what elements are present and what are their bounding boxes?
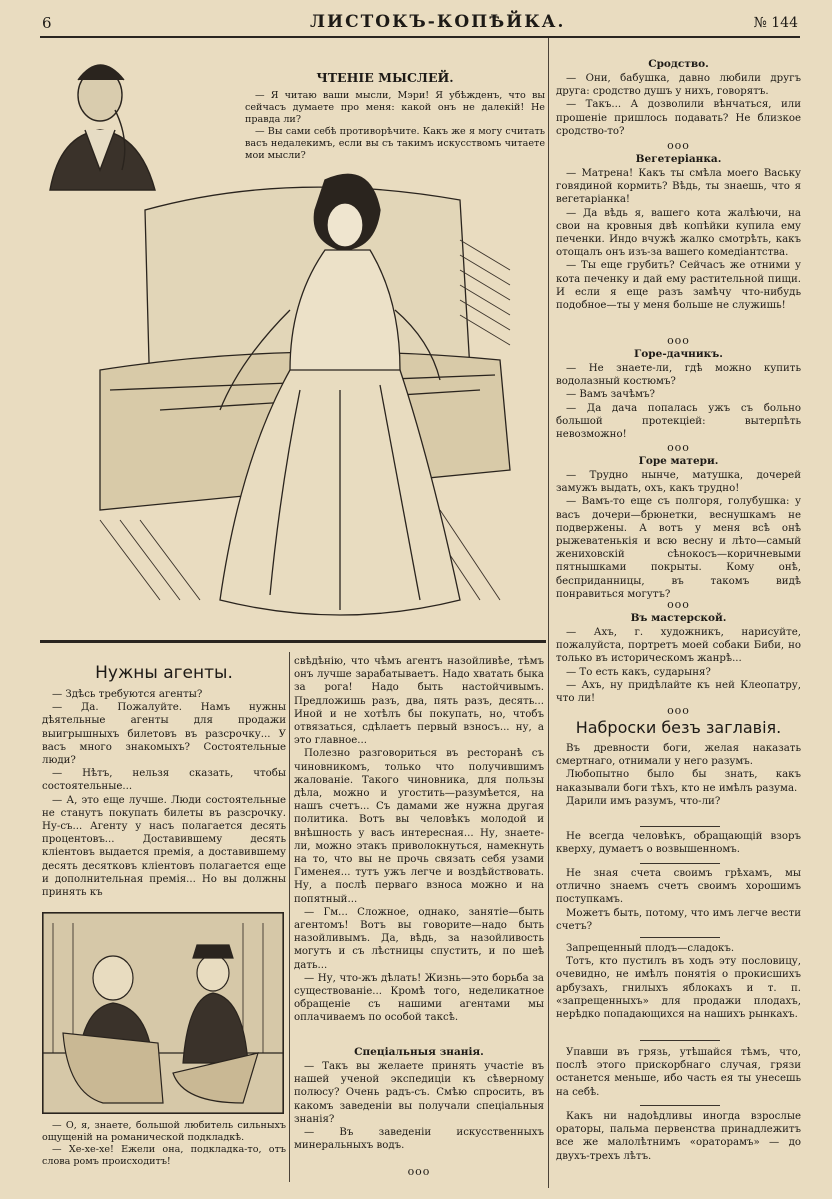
rc-text-2: [556, 167, 801, 333]
sketch-para-1: Въ древности боги, желая наказать смертнаго, отнимали у него разумъ.: [556, 743, 801, 768]
sketches-block-3: [556, 867, 801, 933]
agents-para-7: — Гм... Сложное, однако, занятiе—быть агентомъ! Вотъ вы говорите—надо быть назойливымъ. Да, вѣдь, за назойливость могутъ и съ лѣстницы спустить, и по шеѣ дать...: [294, 906, 544, 971]
agents-para-8: — Ну, что-жъ дѣлать! Жизнь—это борьба за существованiе... Кромѣ того, неделикатное обращенiе съ нашими агентами мы оплачиваемъ по особой таксѣ.: [294, 972, 544, 1024]
rc-3-line-1: — Не знаете-ли, гдѣ можно купить водолазный костюмъ?: [556, 363, 801, 388]
sketch-para-7: Запрещенный плодъ—сладокъ.: [566, 943, 735, 954]
mind-reading-line-1: — Я читаю ваши мысли, Мэри! Я убѣжденъ, что вы сейчасъ думаете про меня: какой онъ не далекiй! Не правда ли?: [245, 90, 545, 125]
sketches-title: Наброски безъ заглавiя.: [575, 718, 782, 737]
rc-4-line-2: — Вамъ-то еще съ полгоря, голубушка: у васъ дочери—брюнетки, веснушкамъ не подвержены. А вотъ у меня всѣ онѣ рыжеватенькiя и всю весну и лѣто—самый жениховскiй сѣнокосъ—коричневыми пятнышками покрыты. Кому онѣ, бесприданницы, въ такомъ видѣ понравиться могутъ?: [556, 496, 801, 600]
ornament-2: ooo: [667, 334, 690, 347]
mind-reading-text: [245, 90, 545, 160]
agents-para-1: — Здѣсь требуются агенты?: [52, 689, 203, 700]
sketch-para-5: Не зная счета своимъ грѣхамъ, мы отлично знаемъ счетъ своимъ хорошимъ поступкамъ.: [556, 868, 801, 906]
caption-line-2: — Хе-хе-хе! Ежели она, подкладка-то, отъ слова ромъ происходитъ!: [42, 1144, 286, 1167]
rc-3-line-2: — Вамъ зачѣмъ?: [566, 389, 656, 401]
mind-reading-title: ЧТЕНIЕ МЫСЛЕЙ.: [316, 70, 454, 85]
page-header: [40, 12, 800, 38]
column-divider: [548, 38, 549, 1188]
agents-column-1: [42, 688, 286, 899]
rc-4-line-1: — Трудно нынче, матушка, дочерей замужъ выдать, охъ, какъ трудно!: [556, 470, 801, 495]
rc-title-5: Въ мастерской.: [630, 612, 727, 624]
agents-para-2: — Да. Пожалуйте. Намъ нужны дѣятельные агенты для продажи выигрышныхъ билетовъ въ разсрочку... У васъ много знакомыхъ? Состоятельные люди?: [42, 702, 286, 767]
sketches-block-4: [556, 942, 801, 1038]
page-number: 6: [42, 14, 52, 32]
sketch-para-4: Не всегда человѣкъ, обращающiй взоръ кверху, думаетъ о возвышенномъ.: [556, 831, 801, 856]
ornament-3: ooo: [667, 441, 690, 454]
cartoon-caption: [42, 1120, 286, 1190]
sketch-para-8: Тотъ, кто пустилъ въ ходъ эту пословицу, очевидно, не имѣлъ понятiя о прокисшихъ арбузахъ, гнилыхъ яблокахъ и т. п. «запрещенныхъ» для продажи плодахъ, нерѣдко попадающихся на нашихъ рынкахъ.: [556, 956, 801, 1021]
mind-reading-line-2: — Вы сами себѣ противорѣчите. Какъ же я могу считать васъ недалекимъ, если вы съ такимъ искусствомъ читаете мои мысли?: [245, 126, 545, 161]
agents-para-3: — Нѣтъ, нельзя сказать, чтобы состоятельные...: [42, 768, 286, 793]
two-men-drawing: [43, 913, 283, 1113]
agents-title: Нужны агенты.: [95, 663, 233, 683]
rc-2-line-3: — Ты еще грубить? Сейчасъ же отними у кота печенку и дай ему растительной пищи. И если я еще разъ замѣчу что-нибудь подобное—ты у меня больше не служишь!: [556, 260, 801, 312]
rc-5-line-2: — То есть какъ, сударыня?: [566, 666, 711, 678]
sketch-para-3: Дарили имъ разумъ, что-ли?: [566, 795, 721, 807]
ornament-5: ooo: [667, 704, 690, 717]
rc-text-4: [556, 469, 801, 600]
ornament-end: ooo: [407, 1165, 431, 1178]
ornament-4: ooo: [667, 598, 690, 611]
sketch-separator-4: [640, 1040, 720, 1041]
rc-1-line-2: — Такъ... А дозволили вѣнчаться, или прошенiе пришлось подавать? Не близкое сродство-то?: [556, 99, 801, 137]
ornament-1: ooo: [667, 139, 690, 152]
sketch-separator-3: [640, 937, 720, 938]
agents-para-4: — А, это еще лучше. Люди состоятельные не станутъ покупать билеты въ разсрочку. Ну-съ... Агенту у насъ полагается десять процентовъ... Доставившему десять клiентовъ выдается премiя, а доставившему десять десятковъ клiентовъ полагается еще и дополнительная премiя... Но вы должны принять къ: [42, 794, 286, 899]
rc-2-line-1: — Матрена! Какъ ты смѣла моего Ваську говядиной кормить? Вѣдь, ты знаешь, что я вегетарiанка!: [556, 168, 801, 206]
sketch-separator-2: [640, 863, 720, 864]
agents-para-5: свѣдѣнiю, что чѣмъ агентъ назойливѣе, тѣмъ онъ лучше зарабатываетъ. Надо хватать быка за рога! Надо быть настойчивымъ. Предложишь разъ, два, пять разъ, десять... Иной и не хотѣлъ бы покупать, но, чтобъ отвязаться, сдѣлаетъ первый взносъ... ну, а это главное...: [294, 656, 544, 747]
rc-3-line-3: — Да дача попалась ужъ съ больно большой протекцiей: вытерпѣть невозможно!: [556, 402, 801, 441]
sketches-block-6: [556, 1110, 801, 1166]
rc-title-4: Горе матери.: [638, 455, 719, 467]
sketch-para-10: Какъ ни надоѣдливы иногда взрослые ораторы, пальма первенства принадлежитъ все же малолѣтнимъ «ораторамъ» — до двухъ-трехъ лѣтъ.: [556, 1111, 801, 1162]
rc-text-1: [556, 72, 801, 138]
sketches-block-2: [556, 830, 801, 860]
illustration-two-men: [42, 912, 284, 1114]
special-knowledge-text: [294, 1060, 544, 1160]
rc-title-2: Вегетерiанка.: [635, 153, 722, 165]
agents-para-6: Полезно разговориться въ ресторанѣ съ чиновникомъ, только что получившимъ жалованiе. Такого чиновника, для пользы дѣла, можно и угостить—разумѣется, на нашъ счетъ... Съ дамами же нужна другая политика. Вотъ вы человѣкъ молодой и внѣшность у васъ интересная... Ну, знаете-ли, можно этакъ приволокнуться, намекнуть на то, что вы не прочь связать себя узами Гименея... тутъ ужъ легче и воздѣйствовать. Ну, а послѣ перваго взноса можно и на попятный...: [294, 748, 544, 905]
column-divider-lower: [289, 652, 290, 1182]
section-divider: [40, 640, 546, 643]
special-knowledge-a: — Въ заведенiи искусственныхъ минеральныхъ водъ.: [294, 1127, 544, 1152]
issue-number: № 144: [753, 15, 798, 31]
rc-text-5: [556, 626, 801, 705]
rc-title-1: Сродство.: [648, 58, 709, 70]
sketch-para-6: Можетъ быть, потому, что имъ легче вести счетъ?: [556, 907, 801, 932]
sketches-block-1: [556, 742, 801, 822]
special-knowledge-q: — Такъ вы желаете принять участiе въ нашей ученой экспедицiи къ сѣверному полюсу? Очень радъ-съ. Смѣю спросить, въ какомъ заведенiи вы получали спецiальныя знанiя?: [294, 1061, 544, 1125]
rc-5-line-1: — Ахъ, г. художникъ, нарисуйте, пожалуйста, портретъ моей собаки Биби, но только въ историческомъ жанрѣ...: [556, 627, 801, 665]
caption-line-1: — О, я, знаете, большой любитель сильныхъ ощущенiй на романической подкладкѣ.: [42, 1120, 286, 1143]
rc-title-3: Горе-дачникъ.: [634, 348, 723, 360]
newspaper-title: ЛИСТОКЪ-КОПѢЙКА.: [310, 12, 566, 32]
rc-2-line-2: — Да вѣдь я, вашего кота жалѣючи, на свои на кровныя двѣ копѣйки купила ему печенки. Индо вчужѣ жалко смотрѣть, какъ отощалъ онъ изъ-за вашего комедiантства.: [556, 207, 801, 259]
rc-5-line-3: — Ахъ, ну придѣлайте къ ней Клеопатру, что ли!: [556, 679, 801, 705]
special-knowledge-title: Спецiальныя знанiя.: [354, 1046, 484, 1058]
rc-text-3: [556, 362, 801, 440]
sketch-separator-1: [640, 826, 720, 827]
sketch-separator-5: [640, 1105, 720, 1106]
rc-1-line-1: — Они, бабушка, давно любили другъ друга: сродство душъ у нихъ, говорятъ.: [556, 73, 801, 98]
sketch-para-2: Любопытно было бы знать, какъ наказывали боги тѣхъ, кто не имѣлъ разума.: [556, 769, 801, 794]
sketches-block-5: [556, 1046, 801, 1102]
sketch-para-9: Упавши въ грязь, утѣшайся тѣмъ, что, послѣ этого прискорбнаго случая, грязи останется меньше, ибо часть ея ты унесешь на себѣ.: [556, 1047, 801, 1098]
agents-column-2: [294, 655, 544, 1043]
